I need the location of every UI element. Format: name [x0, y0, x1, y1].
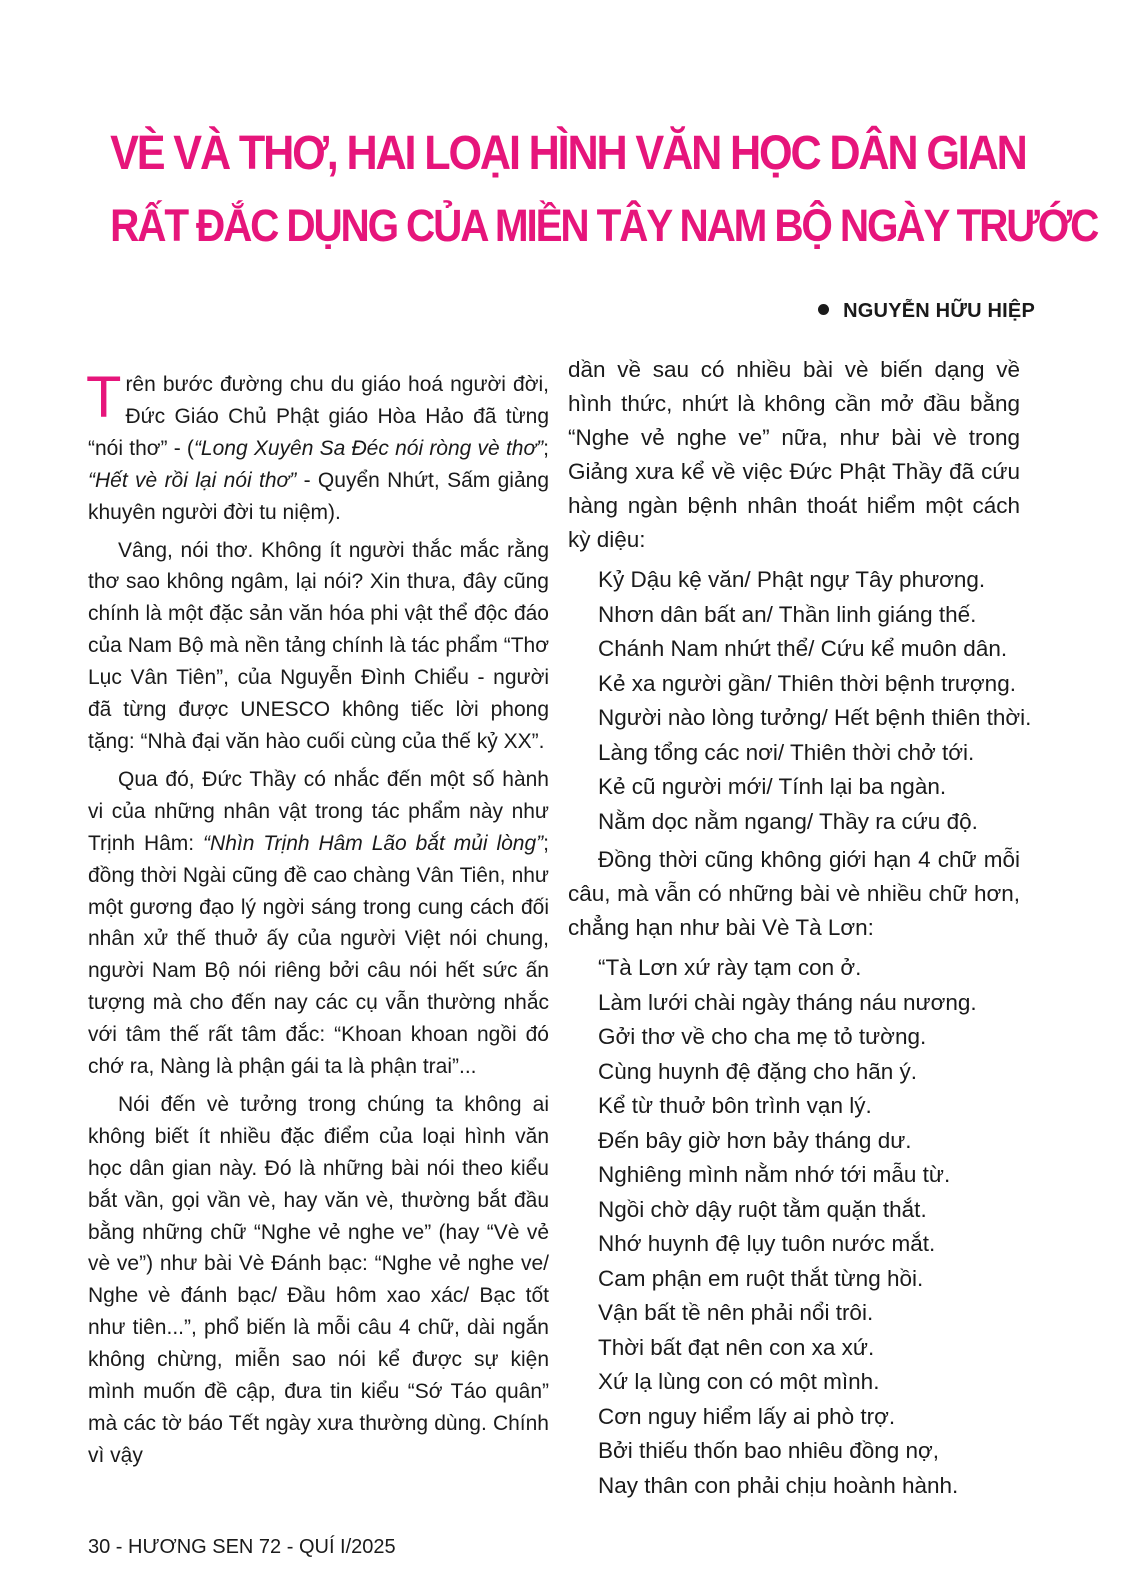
verse-line: Kỷ Dậu kệ văn/ Phật ngự Tây phương.: [598, 567, 986, 592]
paragraph-3: [88, 764, 549, 1083]
paragraph-1-text-c: - Quyển Nhứt, Sấm giảng khuyên người đời tu niệm).: [88, 468, 549, 524]
verse-line: Gởi thơ về cho cha mẹ tỏ tường.: [598, 1024, 927, 1049]
paragraph-3-quote: “Nhìn Trịnh Hâm Lão bắt mủi lòng”: [203, 831, 544, 855]
bullet-dot-icon: [818, 304, 829, 315]
verse-line: Chánh Nam nhứt thể/ Cứu kể muôn dân.: [598, 636, 1008, 661]
verse-line: Cơn nguy hiểm lấy ai phò trợ.: [598, 1403, 896, 1429]
verse-line: Cùng huynh đệ đặng cho hãn ý.: [598, 1058, 917, 1084]
verse-line: Đến bây giờ hơn bảy tháng dư.: [598, 1127, 912, 1153]
verse-line: Nằm dọc nằm ngang/ Thầy ra cứu độ.: [598, 808, 978, 834]
verse-line: Kẻ xa người gần/ Thiên thời bệnh trượng.: [598, 670, 1016, 696]
verse-line: Nhớ huynh đệ lụy tuôn nước mắt.: [598, 1231, 936, 1256]
verse-block-2: [568, 951, 1020, 1503]
left-column: [86, 365, 550, 1478]
right-column: [568, 353, 1032, 1507]
verse-line: Thời bất đạt nên con xa xứ.: [598, 1334, 875, 1360]
author-byline: [818, 300, 1035, 323]
paragraph-3-text-a: Qua đó, Đức Thầy có nhắc đến một số hành vi của những nhân vật trong tác phẩm này như Trịnh Hâm:: [88, 767, 549, 855]
article-title-line-2: RẤT ĐẮC DỤNG CỦA MIỀN TÂY NAM BỘ NGÀY TRƯỚC: [110, 200, 1098, 251]
verse-line: Người nào lòng tưởng/ Hết bệnh thiên thời.: [598, 705, 1032, 730]
article-title-line-1: VÈ VÀ THƠ, HAI LOẠI HÌNH VĂN HỌC DÂN GIAN: [110, 127, 1026, 180]
verse-line: Nay thân con phải chịu hoành hành.: [598, 1472, 959, 1498]
author-name: NGUYỄN HỮU HIỆP: [843, 300, 1035, 322]
paragraph-1: [86, 365, 550, 529]
verse-line: “Tà Lơn xứ rày tạm con ở.: [598, 955, 862, 980]
verse-line: Làng tổng các nơi/ Thiên thời chở tới.: [598, 739, 975, 765]
drop-cap: T: [86, 365, 122, 430]
verse-line: Nghiêng mình nằm nhớ tới mẫu từ.: [598, 1162, 951, 1187]
paragraph-1-text-b: ;: [543, 436, 550, 460]
paragraph-5: dần về sau có nhiều bài vè biến dạng về hình thức, nhứt là không cần mở đầu bằng “Nghe vẻ nghe ve” nữa, như bài vè trong Giảng xưa kể về việc Đức Phật Thầy đã cứu hàng ngàn bệnh nhân thoát hiểm một cách kỳ diệu:: [568, 357, 1020, 552]
paragraph-2: Vâng, nói thơ. Không ít người thắc mắc rằng thơ sao không ngâm, lại nói? Xin thưa, đây cũng chính là một đặc sản văn hóa phi vật thể độc đáo của Nam Bộ mà nền tảng chính là tác phẩm “Thơ Lục Vân Tiên”, của Nguyễn Đình Chiểu - người đã từng được UNESCO không tiếc lời phong tặng: “Nhà đại văn hào cuối cùng của thế kỷ XX”.: [88, 538, 549, 753]
article-title: [110, 118, 1098, 262]
verse-line: Kể từ thuở bôn trình vạn lý.: [598, 1093, 872, 1118]
paragraph-4: Nói đến vè tưởng trong chúng ta không ai không biết ít nhiều đặc điểm của loại hình văn học dân gian này. Đó là những bài nói theo kiểu bắt vần, gọi vần vè, hay văn vè, thường bắt đầu bằng những chữ “Nghe vẻ nghe ve” (hay “Vè vẻ vè ve”) như bài Vè Đánh bạc: “Nghe vẻ nghe ve/ Nghe vè đánh bạc/ Đầu hôm xao xác/ Bạc tốt như tiên...”, phổ biến là mỗi câu 4 chữ, dài ngắn không chừng, miễn sao nói kể được sự kiện mình muốn đề cập, đưa tin kiểu “Sớ Táo quân” mà các tờ báo Tết ngày xưa thường dùng. Chính vì vậy: [88, 1092, 549, 1467]
verse-line: Xứ lạ lùng con có một mình.: [598, 1369, 880, 1394]
paragraph-1-quote-2: “Hết vè rồi lại nói thơ”: [88, 468, 297, 492]
paragraph-6: Đồng thời cũng không giới hạn 4 chữ mỗi câu, mà vẫn có những bài vè nhiều chữ hơn, chẳng hạn như bài Vè Tà Lơn:: [568, 847, 1020, 940]
verse-line: Bởi thiếu thốn bao nhiêu đồng nợ,: [598, 1438, 940, 1463]
page-footer: 30 - HƯƠNG SEN 72 - QUÍ I/2025: [88, 1536, 396, 1558]
paragraph-3-text-b: ; đồng thời Ngài cũng đề cao chàng Vân Tiên, như một gương đạo lý ngời sáng trong cung cách đối nhân xử thế thuở ấy của người Việt nói chung, người Nam Bộ nói riêng bởi câu nói hết sức ấn tượng mà cho đến nay các cụ vẫn thường nhắc với tâm thế rất tâm đắc: “Khoan khoan ngồi đó chớ ra, Nàng là phận gái ta là phận trai”...: [88, 831, 549, 1079]
verse-line: Vận bất tề nên phải nổi trôi.: [598, 1300, 874, 1325]
paragraph-1-text-a: rên bước đường chu du giáo hoá người đời, Đức Giáo Chủ Phật giáo Hòa Hảo đã từng “nói thơ” - (: [88, 373, 549, 460]
paragraph-1-quote-1: “Long Xuyên Sa Đéc nói ròng vè thơ”: [193, 436, 544, 460]
verse-block-1: [568, 563, 1032, 839]
verse-line: Cam phận em ruột thắt từng hồi.: [598, 1265, 924, 1291]
verse-line: Nhơn dân bất an/ Thần linh giáng thế.: [598, 601, 977, 627]
verse-line: Ngồi chờ dậy ruột tằm quặn thắt.: [598, 1196, 927, 1222]
verse-line: Kẻ cũ người mới/ Tính lại ba ngàn.: [598, 774, 947, 799]
verse-line: Làm lưới chài ngày tháng náu nương.: [598, 989, 977, 1015]
